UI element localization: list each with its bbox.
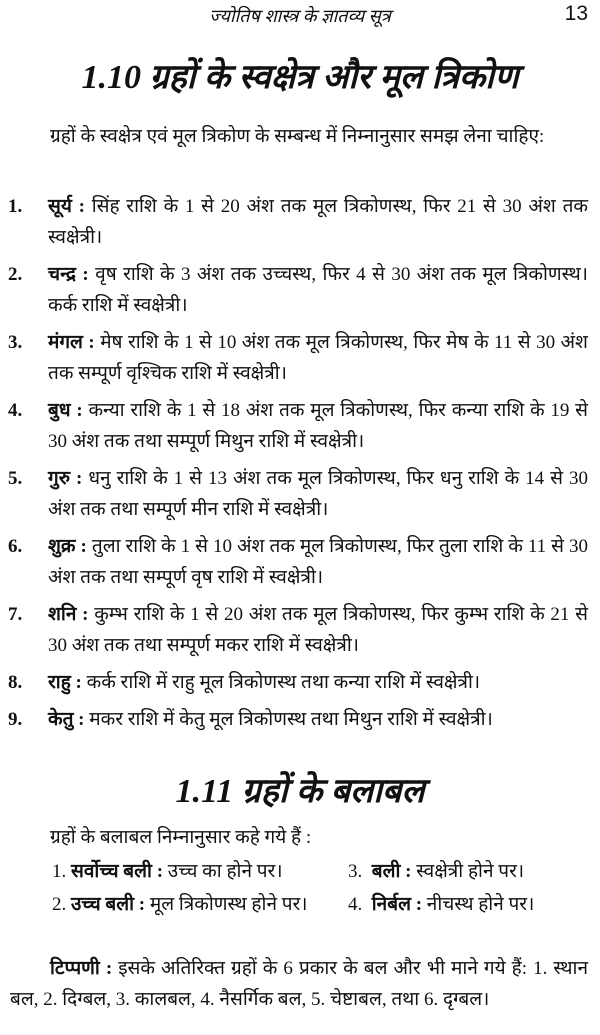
item-text: कुम्भ राशि के 1 से 20 अंश तक मूल त्रिकोणस्थ, फिर कुम्भ राशि के 21 से 30 अंश तक तथा सम्पूर्ण मकर राशि में स्वक्षेत्री। <box>48 604 588 656</box>
planet-name: बुध : <box>48 400 83 421</box>
strength-item <box>348 855 524 888</box>
strength-text: स्वक्षेत्री होने पर। <box>411 861 525 882</box>
section-heading-1-10: 1.10 ग्रहों के स्वक्षेत्र और मूल त्रिकोण <box>81 59 519 96</box>
planet-name: राहु : <box>48 672 82 693</box>
strength-text: मूल त्रिकोणस्थ होने पर। <box>145 894 308 915</box>
strength-item <box>348 888 534 921</box>
list-item <box>0 191 588 253</box>
planet-name: मंगल : <box>48 332 95 353</box>
item-text: तुला राशि के 1 से 10 अंश तक मूल त्रिकोणस्थ, फिर तुला राशि के 11 से 30 अंश तक तथा सम्पूर्ण वृष राशि में स्वक्षेत्री। <box>48 536 588 588</box>
item-number: 9. <box>8 709 23 730</box>
strength-text: उच्च का होने पर। <box>163 861 283 882</box>
item-number: 5. <box>8 468 23 489</box>
section2-intro: ग्रहों के बलाबल निम्नानुसार कहे गये हैं : <box>50 827 312 848</box>
item-number: 3. <box>8 332 23 353</box>
planet-name: शुक्र : <box>48 536 87 557</box>
item-text: कन्या राशि के 1 से 18 अंश तक मूल त्रिकोणस्थ, फिर कन्या राशि के 19 से 30 अंश तक तथा सम्पूर्ण मिथुन राशि में स्वक्षेत्री। <box>48 400 588 452</box>
item-text: मेष राशि के 1 से 10 अंश तक मूल त्रिकोणस्थ, फिर मेष के 11 से 30 अंश तक सम्पूर्ण वृश्चिक राशि में स्वक्षेत्री। <box>48 332 588 384</box>
item-number: 3. <box>348 861 363 882</box>
item-number: 7. <box>8 604 23 625</box>
item-text: सिंह राशि के 1 से 20 अंश तक मूल त्रिकोणस्थ, फिर 21 से 30 अंश तक स्वक्षेत्री। <box>48 196 588 248</box>
note-text: इसके अतिरिक्त ग्रहों के 6 प्रकार के बल और भी माने गये हैं: 1. स्थान बल, 2. दिग्बल, 3. कालबल, 4. नैसर्गिक बल, 5. चेष्टाबल, तथा 6. दृग्बल। <box>10 958 588 1010</box>
item-text: कर्क राशि में राहु मूल त्रिकोणस्थ तथा कन्या राशि में स्वक्षेत्री। <box>81 672 481 693</box>
strength-term: बली : <box>371 861 412 882</box>
list-item <box>0 531 588 593</box>
item-text: वृष राशि के 3 अंश तक उच्चस्थ, फिर 4 से 30 अंश तक मूल त्रिकोणस्थ। कर्क राशि में स्वक्षेत्री। <box>48 264 588 316</box>
item-number: 8. <box>8 672 23 693</box>
planet-name: सूर्य : <box>48 196 85 217</box>
list-item <box>0 704 588 735</box>
item-number: 4. <box>348 894 363 915</box>
list-item <box>0 599 588 661</box>
page-header <box>0 2 600 32</box>
strength-item <box>52 888 348 921</box>
section1-intro: ग्रहों के स्वक्षेत्र एवं मूल त्रिकोण के सम्बन्ध में निम्नानुसार समझ लेना चाहिए: <box>50 126 545 147</box>
list-item <box>0 327 588 389</box>
planet-name: गुरु : <box>48 468 83 489</box>
section-heading-1-11: 1.11 ग्रहों के बलाबल <box>175 773 425 810</box>
item-text: धनु राशि के 1 से 13 अंश तक मूल त्रिकोणस्थ, फिर धनु राशि के 14 से 30 अंश तक तथा सम्पूर्ण मीन राशि में स्वक्षेत्री। <box>48 468 588 520</box>
strength-grid <box>52 855 592 921</box>
item-number: 2. <box>8 264 23 285</box>
strength-item <box>52 855 348 888</box>
strength-term: निर्बल : <box>371 894 423 915</box>
note-paragraph <box>10 953 588 1015</box>
item-number: 1. <box>52 861 67 882</box>
list-item <box>0 667 588 698</box>
list-item <box>0 463 588 525</box>
list-item <box>0 259 588 321</box>
planet-name: चन्द्र : <box>48 264 89 285</box>
strength-text: नीचस्थ होने पर। <box>422 894 535 915</box>
list-item <box>0 395 588 457</box>
running-title: ज्योतिष शास्त्र के ज्ञातव्य सूत्र <box>209 6 391 26</box>
swakshetra-list <box>0 191 600 741</box>
page-number: 13 <box>564 2 588 25</box>
item-number: 1. <box>8 196 23 217</box>
planet-name: शनि : <box>48 604 89 625</box>
item-number: 2. <box>52 894 67 915</box>
item-number: 4. <box>8 400 23 421</box>
planet-name: केतु : <box>48 709 85 730</box>
item-text: मकर राशि में केतु मूल त्रिकोणस्थ तथा मिथुन राशि में स्वक्षेत्री। <box>84 709 493 730</box>
strength-term: सर्वोच्च बली : <box>71 861 164 882</box>
item-number: 6. <box>8 536 23 557</box>
strength-term: उच्च बली : <box>71 894 146 915</box>
note-label: टिप्पणी : <box>50 958 113 979</box>
